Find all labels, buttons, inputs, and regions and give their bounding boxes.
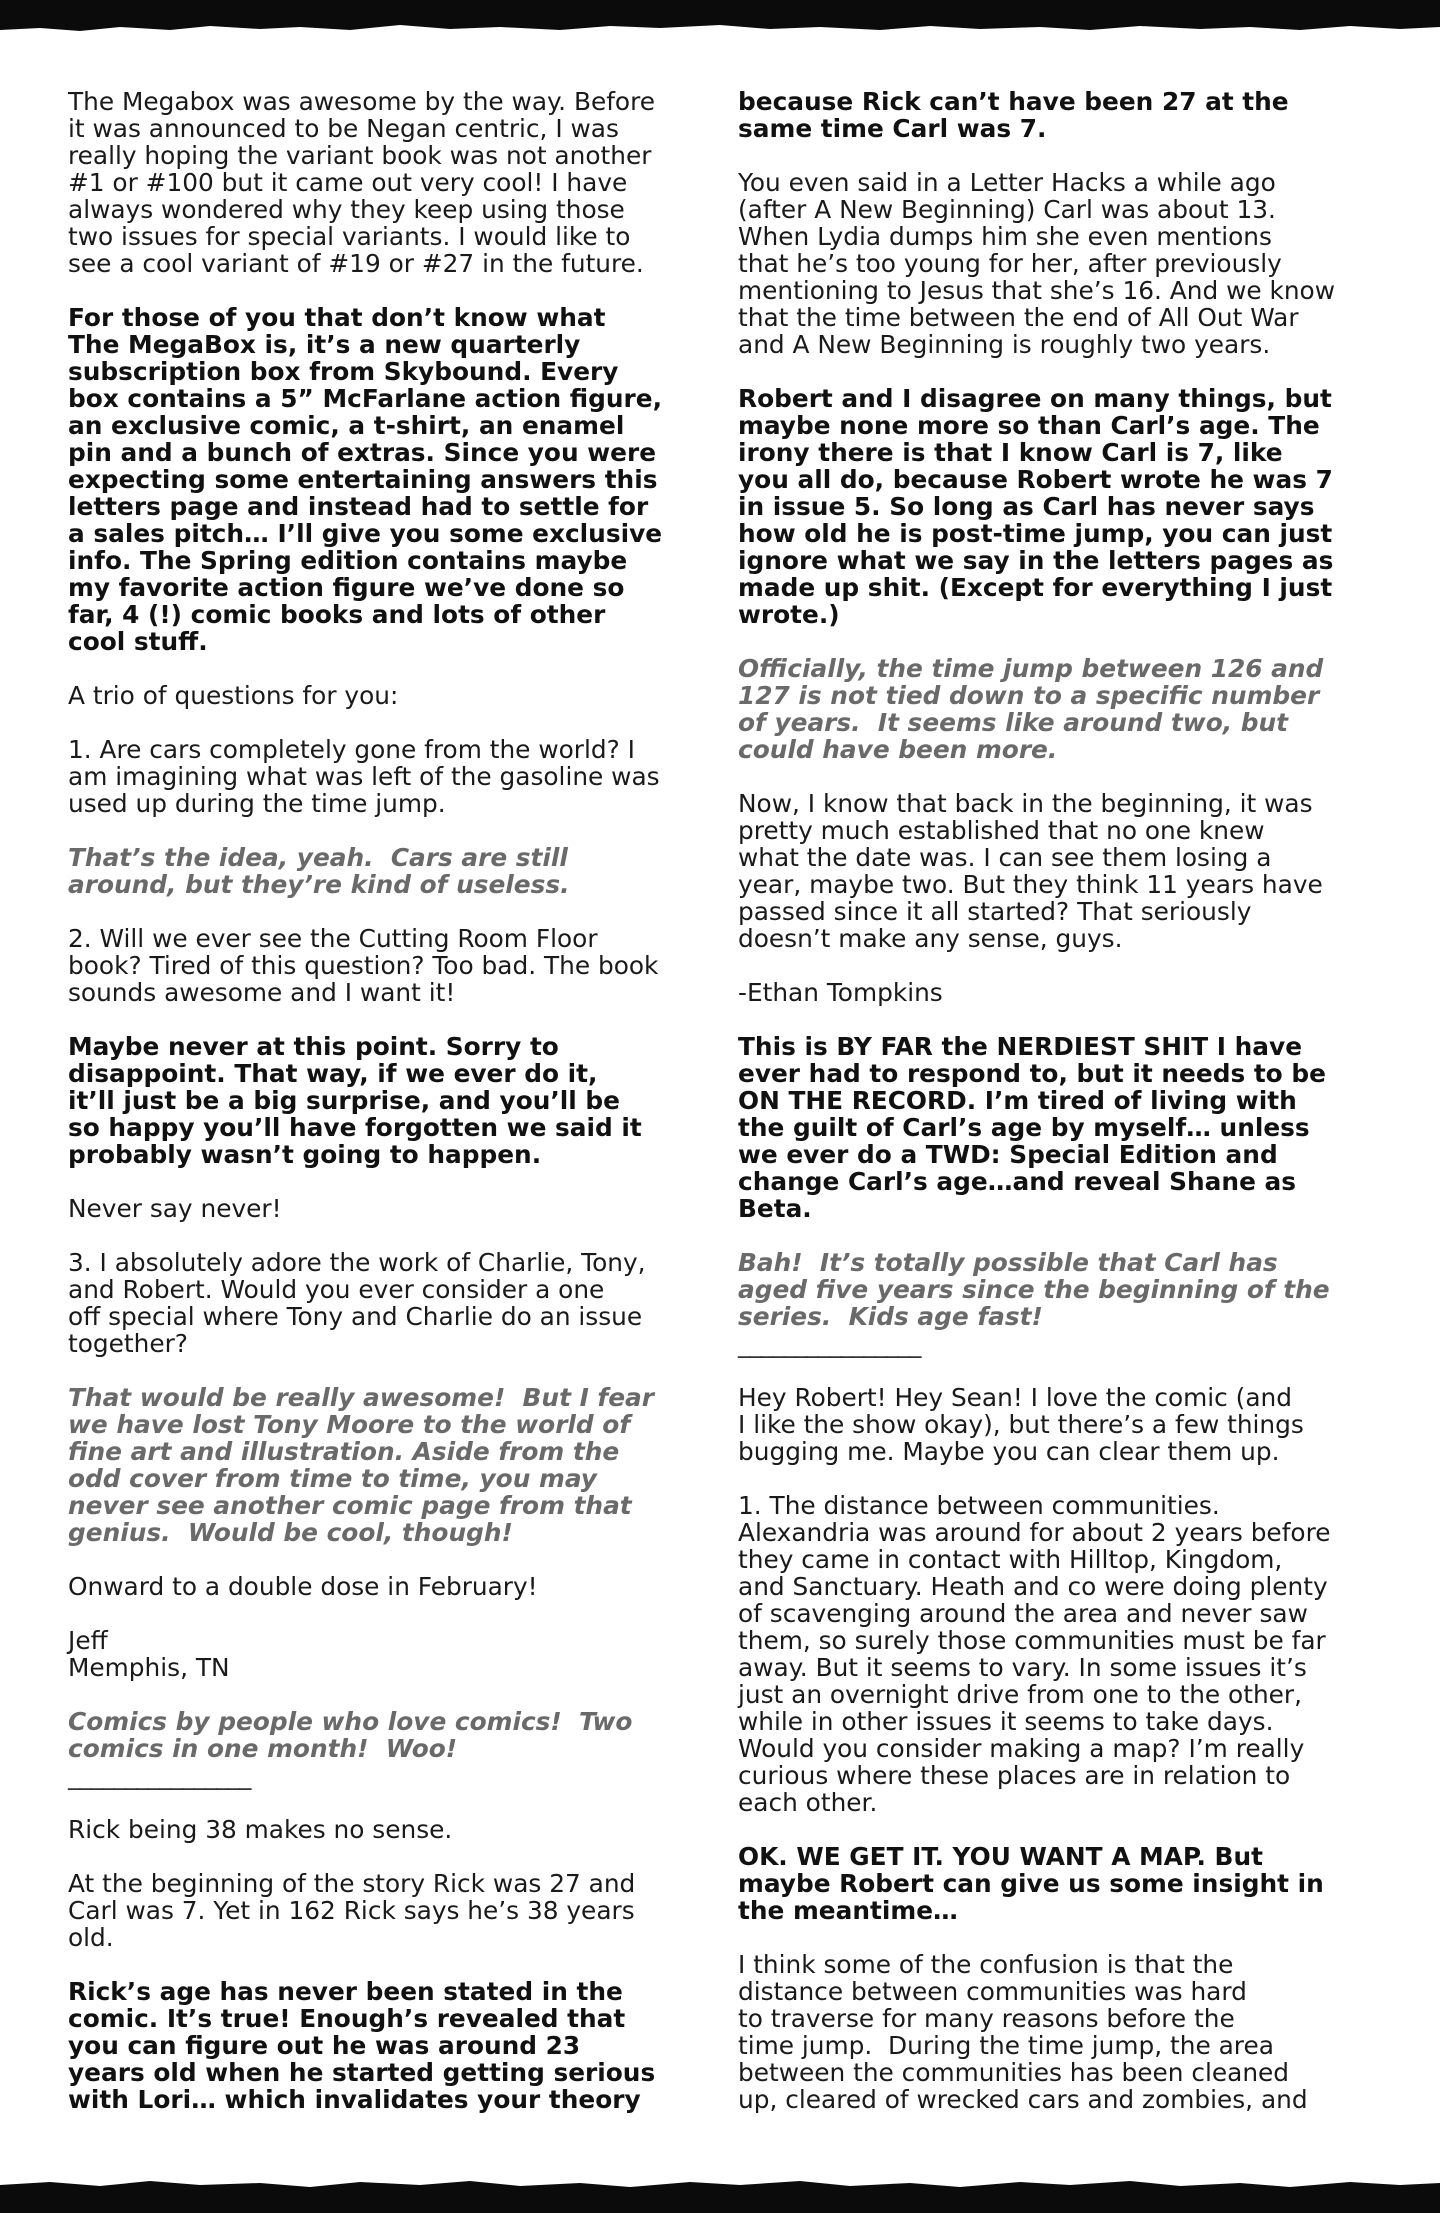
left-reply-paragraph: That’s the idea, yeah. Cars are still around, but they’re kind of useless. bbox=[68, 843, 570, 899]
right-editor-paragraph: because Rick can’t have been 27 at the same time Carl was 7. bbox=[738, 87, 1289, 143]
left-letter-paragraph: The Megabox was awesome by the way. Before it was announced to be Negan centric, I was really hoping the variant book was not another #1 or #100 but it came out very cool! I have always wondered why they keep using those two issues for special variants. I would like to see a cool variant of #19 or #27 in the future. bbox=[68, 87, 656, 278]
right-column bbox=[738, 88, 1370, 2140]
left-letter-paragraph: Never say never! bbox=[68, 1194, 282, 1223]
bottom-torn-edge-shape bbox=[0, 2173, 1440, 2213]
left-editor-paragraph: Maybe never at this point. Sorry to disappoint. That way, if we ever do it, it’ll just be a big surprise, and you’ll be so happy you’ll have forgotten we said it probably wasn’t going to happen. bbox=[68, 1032, 642, 1169]
left-letter-paragraph: Onward to a double dose in February! bbox=[68, 1572, 538, 1601]
right-editor-paragraph: OK. WE GET IT. YOU WANT A MAP. But maybe Robert can give us some insight in the meantime… bbox=[738, 1842, 1324, 1925]
right-letter-paragraph: I think some of the confusion is that the distance between communities was hard to traverse for many reasons before the time jump. During the time jump, the area between the communities has been cleaned up, cleared of wrecked cars and zombies, and bbox=[738, 1950, 1308, 2114]
left-column bbox=[68, 88, 700, 2140]
left-letter-paragraph: Jeff Memphis, TN bbox=[68, 1626, 230, 1682]
right-letter-paragraph: Hey Robert! Hey Sean! I love the comic (and I like the show okay), but there’s a few things bugging me. Maybe you can clear them up. bbox=[738, 1383, 1304, 1466]
bottom-torn-border bbox=[0, 2173, 1440, 2213]
right-letter-paragraph: -Ethan Tompkins bbox=[738, 978, 943, 1007]
left-sep-paragraph: ________________ bbox=[68, 1761, 251, 1790]
left-letter-paragraph: At the beginning of the story Rick was 27 and Carl was 7. Yet in 162 Rick says he’s 38 years old. bbox=[68, 1869, 636, 1952]
left-letter-paragraph: 1. Are cars completely gone from the world? I am imagining what was left of the gasoline was used up during the time jump. bbox=[68, 735, 660, 818]
right-editor-paragraph: Robert and I disagree on many things, but maybe none more so than Carl’s age. The irony there is that I know Carl is 7, like you all do, because Robert wrote he was 7 in issue 5. So long as Carl has never says how old he is post-time jump, you can just ignore what we say in the letters pages as made up shit. (Except for everything I just wrote.) bbox=[738, 384, 1334, 629]
left-letter-paragraph: A trio of questions for you: bbox=[68, 681, 399, 710]
right-letter-paragraph: Now, I know that back in the beginning, it was pretty much established that no one knew what the date was. I can see them losing a year, maybe two. But they think 11 years have passed since it all started? That seriously doesn’t make any sense, guys. bbox=[738, 789, 1323, 953]
right-letter-paragraph: You even said in a Letter Hacks a while ago (after A New Beginning) Carl was about 13. When Lydia dumps him she even mentions that he’s too young for her, after previously mentioning to Jesus that she’s 16. And we know that the time between the end of All Out War and A New Beginning is roughly two years. bbox=[738, 168, 1336, 359]
left-letter-paragraph: Rick being 38 makes no sense. bbox=[68, 1815, 453, 1844]
left-reply-paragraph: That would be really awesome! But I fear we have lost Tony Moore to the world of fine art and illustration. Aside from the odd cover from time to time, you may never see another comic page from that genius. Would be cool, though! bbox=[68, 1383, 654, 1547]
right-letter-paragraph: 1. The distance between communities. Alexandria was around for about 2 years before they came in contact with Hilltop, Kingdom, and Sanctuary. Heath and co were doing plenty of scavenging around the area and never saw them, so surely those communities must be far away. But it seems to vary. In some issues it’s just an overnight drive from one to the other, while in other issues it seems to take days. Would you consider making a map? I’m really curious where these places are in relation to each other. bbox=[738, 1491, 1331, 1817]
left-editor-paragraph: For those of you that don’t know what The MegaBox is, it’s a new quarterly subscription box from Skybound. Every box contains a 5” McFarlane action figure, an exclusive comic, a t-shirt, an enamel pin and a bunch of extras. Since you were expecting some entertaining answers this letters page and instead had to settle for a sales pitch… I’ll give you some exclusive info. The Spring edition contains maybe my favorite action figure we’ve done so far, 4 (!) comic books and lots of other cool stuff. bbox=[68, 303, 663, 656]
right-sep-paragraph: ________________ bbox=[738, 1329, 921, 1358]
right-editor-paragraph: This is BY FAR the NERDIEST SHIT I have ever had to respond to, but it needs to be ON THE RECORD. I’m tired of living with the guilt of Carl’s age by myself… unless we ever do a TWD: Special Edition and change Carl’s age…and reveal Shane as Beta. bbox=[738, 1032, 1326, 1223]
right-reply-paragraph: Officially, the time jump between 126 and 127 is not tied down to a specific number of years. It seems like around two, but could have been more. bbox=[738, 654, 1324, 764]
right-reply-paragraph: Bah! It’s totally possible that Carl has aged five years since the beginning of the series. Kids age fast! bbox=[738, 1248, 1330, 1331]
left-letter-paragraph: 2. Will we ever see the Cutting Room Floor book? Tired of this question? Too bad. The book sounds awesome and I want it! bbox=[68, 924, 659, 1007]
left-letter-paragraph: 3. I absolutely adore the work of Charlie, Tony, and Robert. Would you ever consider a one off special where Tony and Charlie do an issue together? bbox=[68, 1248, 646, 1358]
top-torn-border bbox=[0, 0, 1440, 36]
left-editor-paragraph: Rick’s age has never been stated in the comic. It’s true! Enough’s revealed that you can figure out he was around 23 years old when he started getting serious with Lori… which invalidates your theory bbox=[68, 1977, 656, 2114]
top-torn-edge-shape bbox=[0, 0, 1440, 36]
left-reply-paragraph: Comics by people who love comics! Two comics in one month! Woo! bbox=[68, 1707, 633, 1763]
